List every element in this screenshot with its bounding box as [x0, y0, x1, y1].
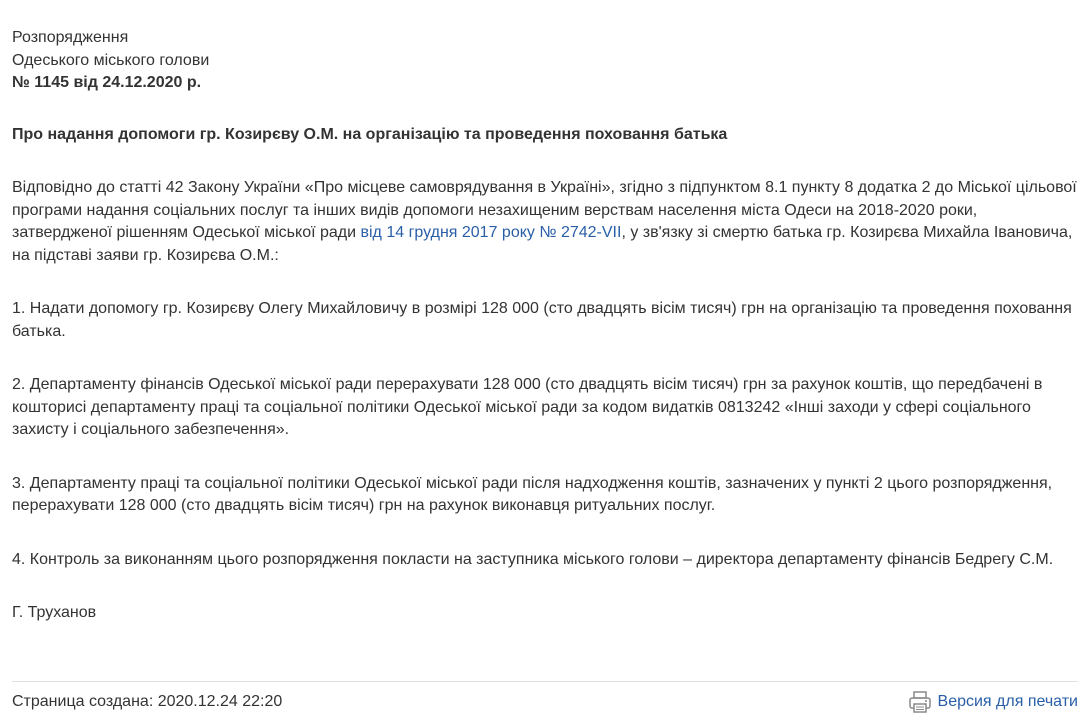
preamble-paragraph	[12, 177, 1078, 267]
signature: Г. Труханов	[12, 604, 97, 621]
page-footer	[12, 681, 1078, 719]
document-body	[12, 27, 1078, 625]
preamble-text-start: Відповідно до статті 42 Закону України «Про місцеве самоврядування в Україні», згідно з підпунктом 8.1 пункту 8 додатка 2 до Міської цільової програми надання соціальних послуг та інших видів допомоги незахищеним верствам населення міста Одеси на 2018-2020 роки, затвердженої рішенням Одеської міської ради	[12, 179, 1077, 241]
decision-link[interactable]: від 14 грудня 2017 року № 2742-VII	[360, 224, 622, 241]
printer-icon	[908, 690, 932, 714]
header-issuer: Одеського міського голови	[12, 51, 210, 69]
order-item-2: 2. Департаменту фінансів Одеської міської ради перерахувати 128 000 (сто двадцять вісім тисяч) грн за рахунок коштів, що передбачені в кошторисі департаменту праці та соціальної політики Одеської міської ради за кодом видатків 0813242 «Інші заходи у сфері соціального захисту і соціального забезпечення».	[12, 376, 1043, 438]
print-version-link[interactable]	[908, 690, 1078, 714]
order-item-4: 4. Контроль за виконанням цього розпорядження покласти на заступника міського голови – директора департаменту фінансів Бедрегу С.М.	[12, 550, 1054, 568]
document-title: Про надання допомоги гр. Козирєву О.М. на організацію та проведення поховання батька	[12, 125, 728, 143]
preamble-text-end: , у зв'язку зі смертю батька гр. Козирєва Михайла Івановича, на підставі заяви гр. Козирєва О.М.:	[12, 224, 1073, 264]
order-item-1: 1. Надати допомогу гр. Козирєву Олегу Михайловичу в розмірі 128 000 (сто двадцять вісім тисяч) грн на організацію та проведення поховання батька.	[12, 300, 1072, 340]
order-item-3: 3. Департаменту праці та соціальної політики Одеської міської ради після надходження коштів, зазначених у пункті 2 цього розпорядження, перерахувати 128 000 (сто двадцять вісім тисяч) грн на рахунок виконавця ритуальних послуг.	[12, 474, 1053, 514]
header-number-date: № 1145 від 24.12.2020 р.	[12, 74, 202, 91]
document-header	[12, 27, 1078, 95]
print-version-label: Версия для печати	[937, 693, 1078, 710]
page-created-timestamp: Страница создана: 2020.12.24 22:20	[12, 693, 283, 710]
header-doc-type: Розпорядження	[12, 29, 129, 46]
